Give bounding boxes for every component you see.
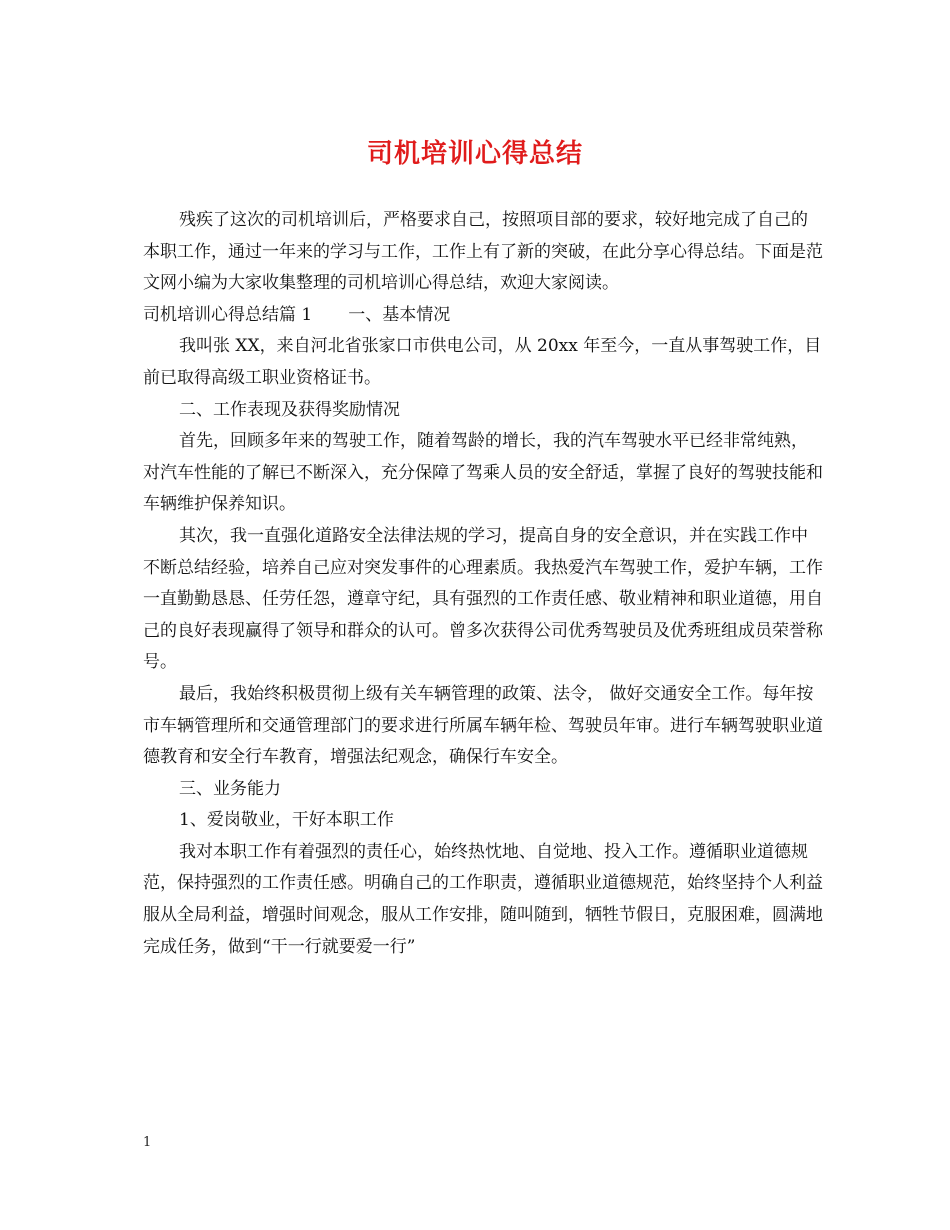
paragraph-last: 最后，我始终积极贯彻上级有关车辆管理的政策、法令， 做好交通安全工作。每年按市车辆管理所和交通管理部门的要求进行所属车辆年检、驾驶员年审。进行车辆驾驶职业道德教育和安全行车教育，增强法纪观念，确保行车安全。 xyxy=(143,683,823,768)
intro-paragraph: 残疾了这次的司机培训后，严格要求自己，按照项目部的要求，较好地完成了自己的本职工作，通过一年来的学习与工作，工作上有了新的突破，在此分享心得总结。下面是范文网小编为大家收集整理的司机培训心得总结，欢迎大家阅读。 xyxy=(143,210,823,294)
section-heading-line xyxy=(143,300,823,332)
heading-dedication: 1、爱岗敬业，干好本职工作 xyxy=(179,810,394,831)
heading-business-ability: 三、业务能力 xyxy=(179,778,281,799)
heading-basic-info: 一、基本情况 xyxy=(348,304,451,325)
document-title: 司机培训心得总结 xyxy=(366,139,583,169)
section-label: 司机培训心得总结篇 1 xyxy=(143,304,313,325)
paragraph-first: 首先，回顾多年来的驾驶工作，随着驾龄的增长，我的汽车驾驶水平已经非常纯熟，对汽车性能的了解已不断深入，充分保障了驾乘人员的安全舒适，掌握了良好的驾驶技能和车辆维护保养知识。 xyxy=(143,431,823,515)
paragraph-basic-info: 我叫张 XX，来自河北省张家口市供电公司，从 20xx 年至今，一直从事驾驶工作，目前已取得高级工职业资格证书。 xyxy=(143,336,822,388)
document-body xyxy=(143,205,823,963)
paragraph-dedication: 我对本职工作有着强烈的责任心，始终热忱地、自觉地、投入工作。遵循职业道德规范，保持强烈的工作责任感。明确自己的工作职责，遵循职业道德规范，始终坚持个人利益服从全局利益，增强时间观念，服从工作安排，随叫随到，牺牲节假日，克服困难，圆满地完成任务，做到“干一行就要爱一行” xyxy=(143,841,823,957)
page-number: 1 xyxy=(143,1135,152,1150)
heading-performance: 二、工作表现及获得奖励情况 xyxy=(179,399,400,420)
paragraph-second: 其次，我一直强化道路安全法律法规的学习，提高自身的安全意识，并在实践工作中不断总结经验，培养自己应对突发事件的心理素质。我热爱汽车驾驶工作，爱护车辆，工作一直勤勤恳恳、任劳任怨，遵章守纪，具有强烈的工作责任感、敬业精神和职业道德，用自己的良好表现赢得了领导和群众的认可。曾多次获得公司优秀驾驶员及优秀班组成员荣誉称号。 xyxy=(143,525,823,673)
